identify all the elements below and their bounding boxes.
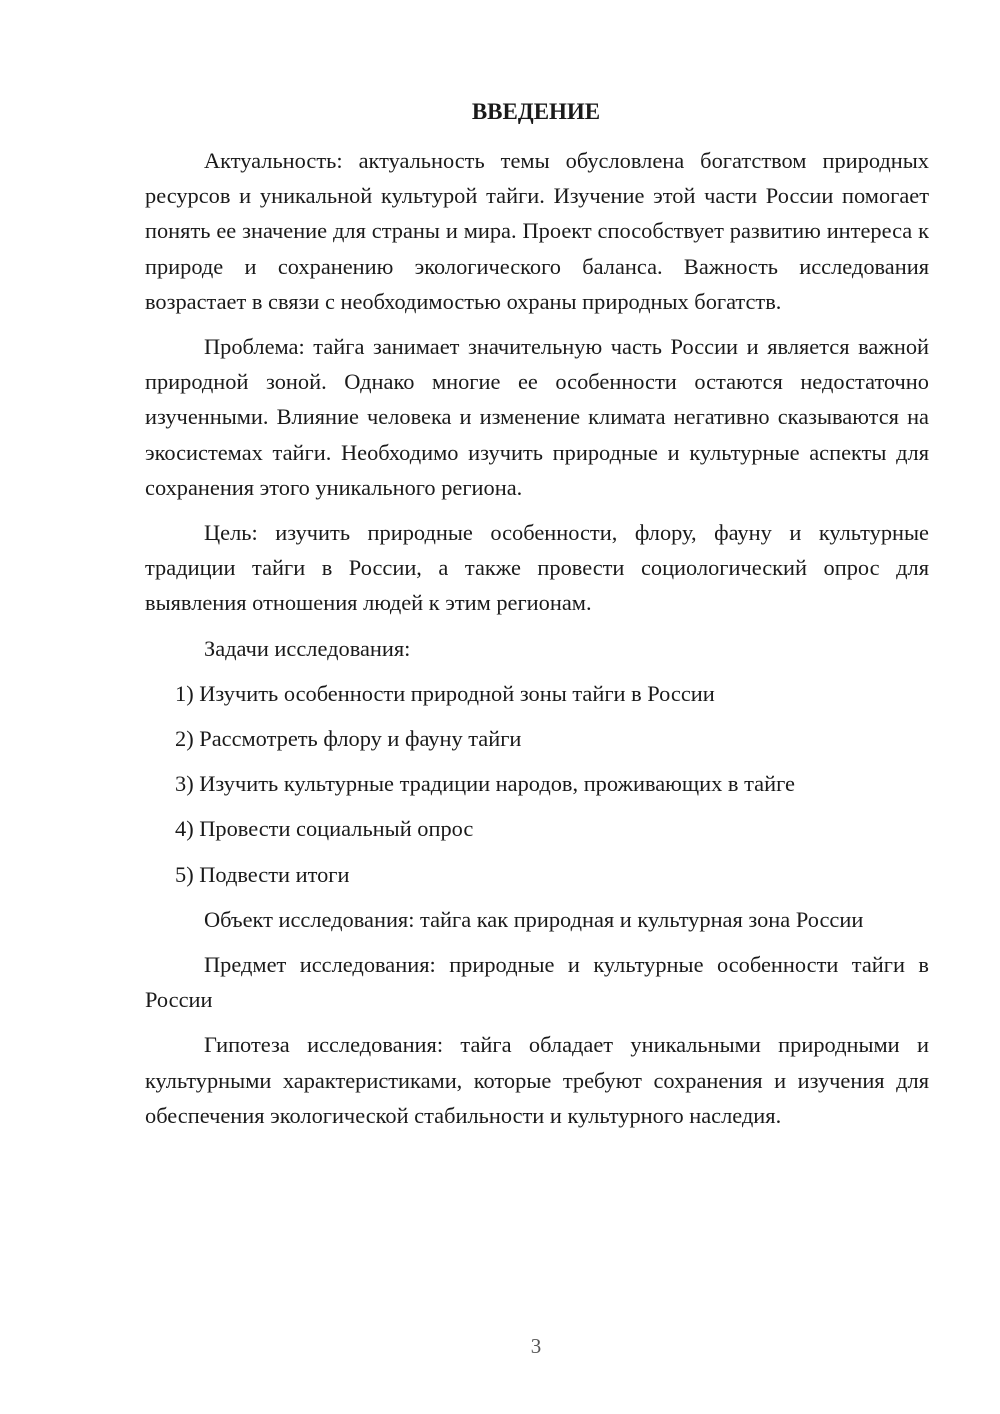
document-body	[145, 143, 929, 1143]
task-item: 4) Провести социальный опрос	[175, 816, 474, 842]
task-item: 2) Рассмотреть флору и фауну тайги	[175, 726, 522, 752]
problem-paragraph: Проблема: тайга занимает значительную часть России и является важной природной зоной. Однако многие ее особенности остаются недостаточно изученными. Влияние человека и изменение климата негативно сказываются на экосистемах тайги. Необходимо изучить природные и культурные аспекты для сохранения этого уникального региона.	[145, 334, 929, 500]
hypothesis-paragraph: Гипотеза исследования: тайга обладает уникальными природными и культурными характеристиками, которые требуют сохранения и изучения для обеспечения экологической стабильности и культурного наследия.	[145, 1032, 929, 1128]
task-item: 3) Изучить культурные традиции народов, проживающих в тайге	[175, 771, 795, 797]
section-heading: ВВЕДЕНИЕ	[471, 99, 601, 124]
task-item: 1) Изучить особенности природной зоны тайги в России	[175, 680, 715, 706]
page-number: 3	[530, 1334, 542, 1358]
goal-paragraph: Цель: изучить природные особенности, флору, фауну и культурные традиции тайги в России, а также провести социологический опрос для выявления отношения людей к этим регионам.	[145, 520, 929, 616]
object-paragraph: Объект исследования: тайга как природная и культурная зона России	[204, 906, 864, 932]
tasks-title: Задачи исследования:	[204, 635, 411, 661]
subject-paragraph: Предмет исследования: природные и культурные особенности тайги в России	[145, 952, 929, 1013]
task-item: 5) Подвести итоги	[175, 861, 350, 887]
relevance-paragraph: Актуальность: актуальность темы обусловлена богатством природных ресурсов и уникальной культурой тайги. Изучение этой части России помогает понять ее значение для страны и мира. Проект способствует развитию интереса к природе и сохранению экологического баланса. Важность исследования возрастает в связи с необходимостью охраны природных богатств.	[145, 148, 929, 314]
